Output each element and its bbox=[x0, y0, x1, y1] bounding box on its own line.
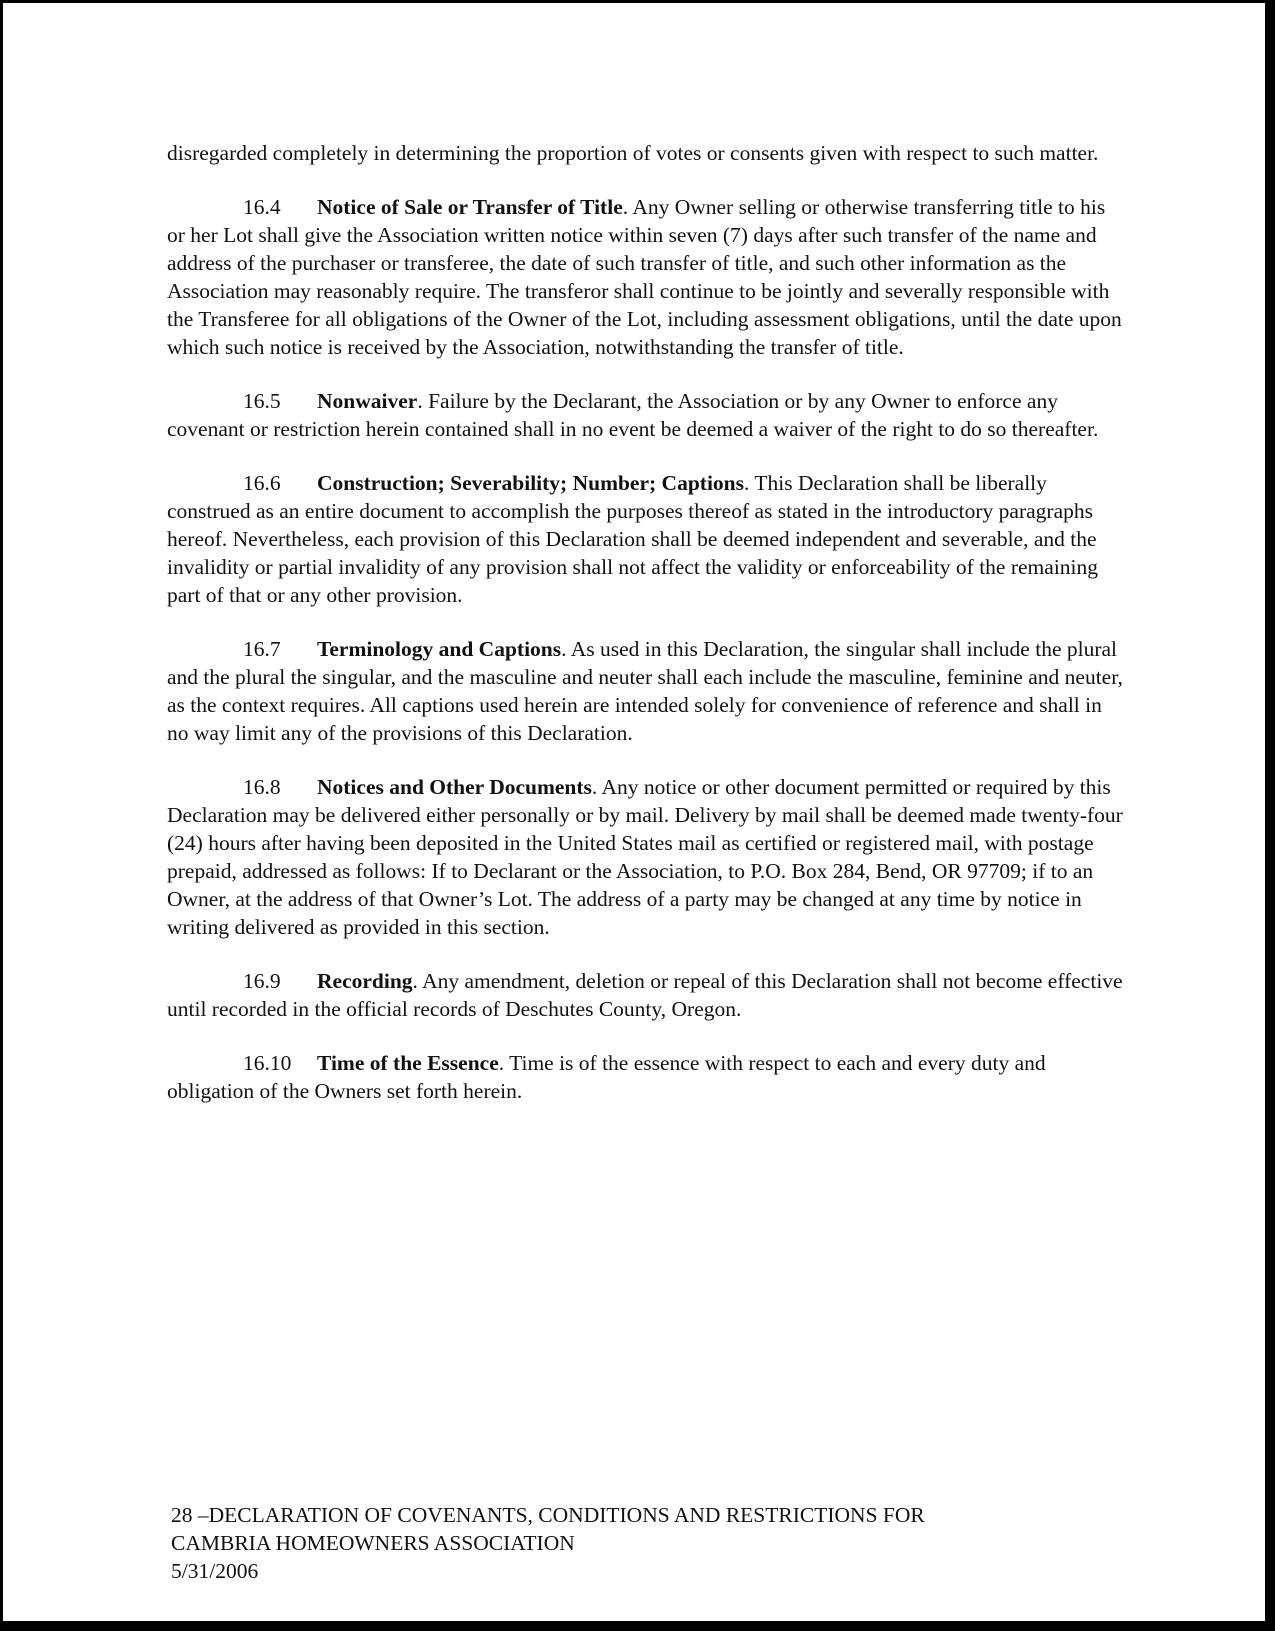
section-number: 16.8 bbox=[243, 775, 281, 799]
section-body: . This Declaration shall be liberally construed as an entire document to accomplish the purposes thereof as stated in the introductory paragraphs hereof. Nevertheless, each provision of this Declaration shall be deemed independent and severable, and the invalidity or partial invalidity of any provision shall not affect the validity or enforceability of the remaining part of that or any other provision. bbox=[167, 471, 1099, 607]
section-number: 16.9 bbox=[243, 969, 281, 993]
section-number: 16.4 bbox=[243, 195, 281, 219]
section-title: Time of the Essence bbox=[317, 1051, 499, 1075]
section-16-5 bbox=[167, 387, 1127, 443]
section-16-10 bbox=[167, 1049, 1127, 1105]
section-body: . As used in this Declaration, the singular shall include the plural and the plural the singular, and the masculine and neuter shall each include the masculine, feminine and neuter, as the context requires. All captions used herein are intended solely for convenience of reference and shall in no way limit any of the provisions of this Declaration. bbox=[167, 637, 1123, 745]
section-title: Recording bbox=[317, 969, 413, 993]
section-number: 16.10 bbox=[243, 1051, 292, 1075]
section-body: . Failure by the Declarant, the Association or by any Owner to enforce any covenant or restriction herein contained shall in no event be deemed a waiver of the right to do so thereafter. bbox=[167, 389, 1099, 441]
section-16-4 bbox=[167, 193, 1127, 361]
section-title: Notice of Sale or Transfer of Title bbox=[317, 195, 623, 219]
continuation-paragraph: disregarded completely in determining the proportion of votes or consents given with respect to such matter. bbox=[167, 141, 1099, 165]
section-number: 16.7 bbox=[243, 637, 281, 661]
section-16-6 bbox=[167, 469, 1127, 609]
section-body: . Any notice or other document permitted or required by this Declaration may be delivered either personally or by mail. Delivery by mail shall be deemed made twenty-four (24) hours after having been deposited in the United States mail as certified or registered mail, with postage prepaid, addressed as follows: If to Declarant or the Association, to P.O. Box 284, Bend, OR 97709; if to an Owner, at the address of that Owner’s Lot. The address of a party may be changed at any time by notice in writing delivered as provided in this section. bbox=[167, 775, 1123, 939]
section-body: . Any amendment, deletion or repeal of this Declaration shall not become effective until recorded in the official records of Deschutes County, Oregon. bbox=[167, 969, 1123, 1021]
section-16-7 bbox=[167, 635, 1127, 747]
section-body: . Time is of the essence with respect to each and every duty and obligation of the Owners set forth herein. bbox=[167, 1051, 1046, 1103]
document-body bbox=[167, 139, 1127, 1131]
page-footer bbox=[171, 1501, 1131, 1585]
footer-date: 5/31/2006 bbox=[171, 1559, 259, 1583]
section-title: Terminology and Captions bbox=[317, 637, 562, 661]
section-number: 16.5 bbox=[243, 389, 281, 413]
section-title: Construction; Severability; Number; Captions bbox=[317, 471, 744, 495]
footer-title-line-1: 28 –DECLARATION OF COVENANTS, CONDITIONS AND RESTRICTIONS FOR bbox=[171, 1503, 925, 1527]
section-16-9 bbox=[167, 967, 1127, 1023]
section-number: 16.6 bbox=[243, 471, 281, 495]
section-body: . Any Owner selling or otherwise transferring title to his or her Lot shall give the Association written notice within seven (7) days after such transfer of the name and address of the purchaser or transferee, the date of such transfer of title, and such other information as the Association may reasonably require. The transferor shall continue to be jointly and severally responsible with the Transferee for all obligations of the Owner of the Lot, including assessment obligations, until the date upon which such notice is received by the Association, notwithstanding the transfer of title. bbox=[167, 195, 1122, 359]
section-16-8 bbox=[167, 773, 1127, 941]
section-title: Nonwaiver bbox=[317, 389, 418, 413]
footer-title-line-2: CAMBRIA HOMEOWNERS ASSOCIATION bbox=[171, 1531, 575, 1555]
section-title: Notices and Other Documents bbox=[317, 775, 592, 799]
